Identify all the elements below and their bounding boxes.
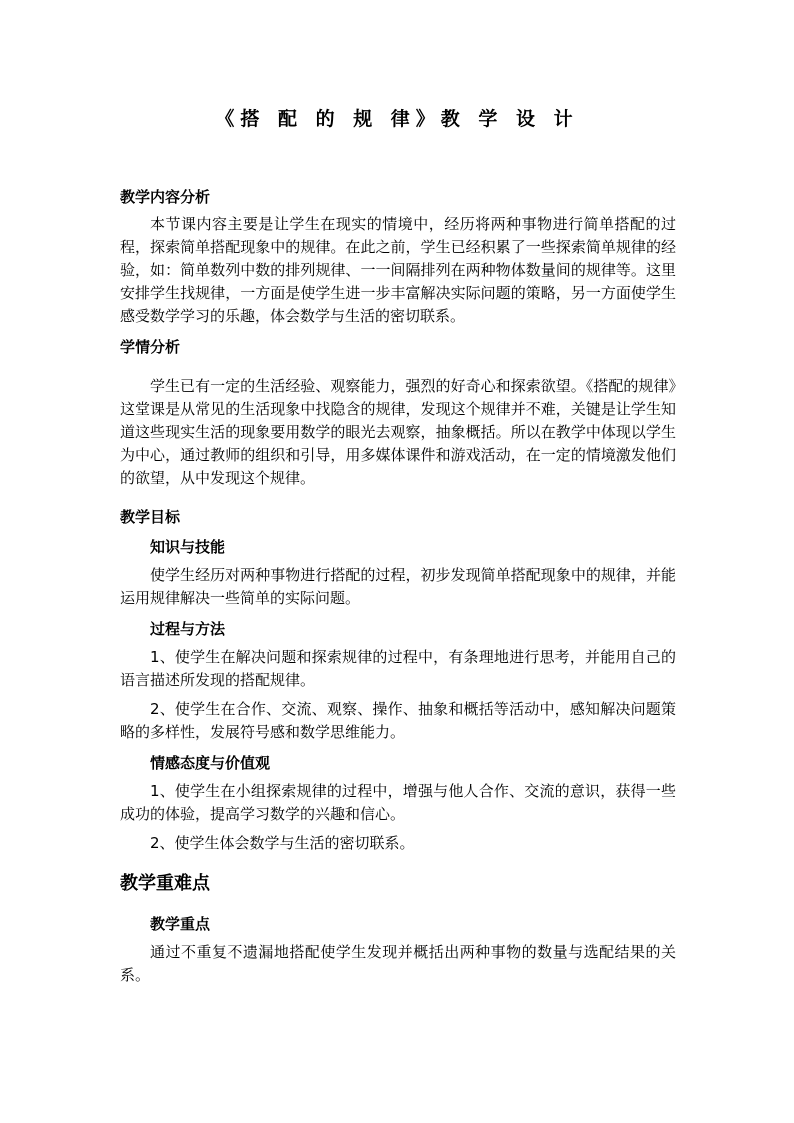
objectives-heading: 教学目标 (120, 508, 181, 526)
emotion-values-item-2: 2、使学生体会数学与生活的密切联系。 (150, 834, 415, 852)
document-title: 《搭 配 的 规 律》教 学 设 计 (215, 108, 579, 130)
student-analysis-paragraph: 学生已有一定的生活经验、观察能力，强烈的好奇心和探索欲望。《搭配的规律》这堂课是从常见的生活现象中找隐含的规律，发现这个规律并不难，关键是让学生知道这些现实生活的现象要用数学的眼光去观察，抽象概括。所以在教学中体现以学生为中心，通过教师的组织和引导，用多媒体课件和游戏活动，在一定的情境激发他们的欲望，从中发现这个规律。 (120, 377, 676, 487)
process-method-item-1: 1、使学生在解决问题和探索规律的过程中，有条理地进行思考，并能用自己的语言描述所发现的搭配规律。 (120, 648, 676, 689)
content-analysis-paragraph: 本节课内容主要是让学生在现实的情境中，经历将两种事物进行简单搭配的过程，探索简单搭配现象中的规律。在此之前，学生已经积累了一些探索简单规律的经验，如：简单数列中数的排列规律、一一间隔排列在两种物体数量间的规律等。这里安排学生找规律，一方面是使学生进一步丰富解决实际问题的策略，另一方面使学生感受数学学习的乐趣，体会数学与生活的密切联系。 (120, 215, 676, 325)
document-body (120, 186, 676, 987)
teaching-key-paragraph: 通过不重复不遗漏地搭配使学生发现并概括出两种事物的数量与选配结果的关系。 (120, 943, 676, 984)
process-method-item-2: 2、使学生在合作、交流、观察、操作、抽象和概括等活动中，感知解决问题策略的多样性，发展符号感和数学思维能力。 (120, 700, 676, 741)
student-analysis-heading: 学情分析 (120, 338, 181, 356)
key-difficult-heading: 教学重难点 (120, 873, 210, 894)
teaching-key-heading: 教学重点 (150, 915, 211, 933)
process-method-heading: 过程与方法 (150, 620, 226, 638)
emotion-values-item-1: 1、使学生在小组探索规律的过程中，增强与他人合作、交流的意识，获得一些成功的体验，提高学习数学的兴趣和信心。 (120, 782, 676, 823)
knowledge-skills-heading: 知识与技能 (150, 538, 226, 556)
emotion-values-heading: 情感态度与价值观 (150, 754, 271, 772)
knowledge-skills-paragraph: 使学生经历对两种事物进行搭配的过程，初步发现简单搭配现象中的规律，并能运用规律解决一些简单的实际问题。 (120, 566, 676, 607)
content-analysis-heading: 教学内容分析 (120, 188, 211, 206)
